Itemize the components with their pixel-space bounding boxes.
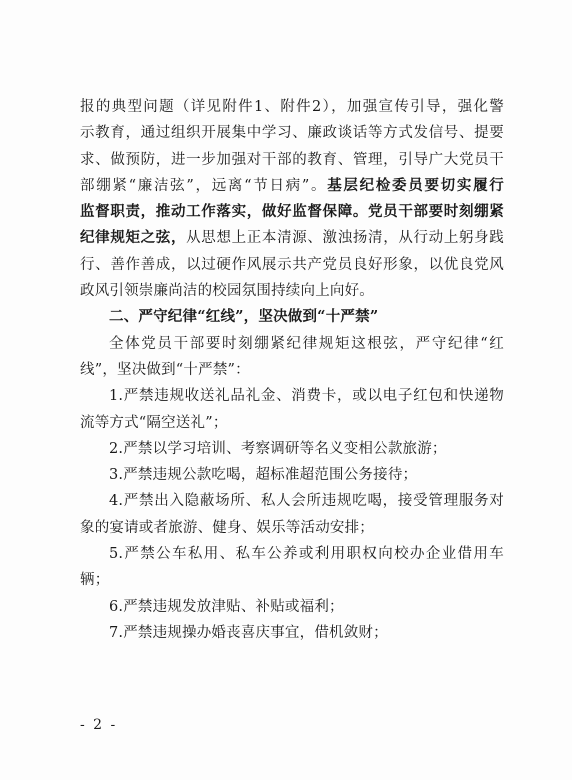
- text-segment: 求、做预防，进一步加强对干部的教育、管理，引导广大党员干: [80, 151, 504, 168]
- document-body: [80, 94, 504, 646]
- text-line: [80, 331, 504, 357]
- text-line: [80, 357, 504, 383]
- text-segment: 3.严禁违规公款吃喝，超标准超范围公务接待；: [109, 467, 418, 484]
- text-line: [80, 199, 504, 225]
- text-segment: 7.严禁违规操办婚丧喜庆事宜，借机敛财；: [109, 624, 388, 641]
- text-line: [80, 515, 504, 541]
- text-segment: 流等方式“隔空送礼”；: [80, 414, 228, 431]
- text-segment: 6.严禁违规发放津贴、补贴或福利；: [109, 598, 344, 615]
- text-segment: 线”，坚决做到“十严禁”：: [80, 361, 250, 378]
- text-line: [80, 252, 504, 278]
- text-segment: 2.严禁以学习培训、考察调研等名义变相公款旅游；: [109, 440, 447, 457]
- text-segment: 辆；: [80, 572, 110, 589]
- bold-text-segment: 监督职责，推动工作落实，做好监督保障。: [80, 203, 369, 221]
- text-line: [80, 383, 504, 409]
- text-line: [80, 120, 504, 146]
- bold-text-segment: 基层纪检委员要切实履行: [327, 176, 504, 194]
- text-line: [80, 567, 504, 593]
- text-line: [80, 173, 504, 199]
- text-line: [80, 594, 504, 620]
- section-heading: [80, 304, 504, 330]
- text-segment: 4.严禁出入隐蔽场所、私人会所违规吃喝，接受管理服务对: [109, 493, 504, 510]
- text-segment: 象的宴请或者旅游、健身、娱乐等活动安排；: [80, 519, 374, 536]
- text-line: [80, 436, 504, 462]
- text-line: [80, 462, 504, 488]
- text-segment: 报的典型问题（详见附件1、附件2），加强宣传引导，强化警: [80, 99, 504, 115]
- text-segment: 全体党员干部要时刻绷紧纪律规矩这根弦，严守纪律“红: [109, 335, 504, 352]
- text-segment: 5.严禁公车私用、私车公养或利用职权向校办企业借用车: [109, 546, 504, 563]
- text-line: [80, 488, 504, 514]
- text-segment: 行、善作善成，以过硬作风展示共产党员良好形象，以优良党风: [80, 256, 504, 273]
- text-line: [80, 410, 504, 436]
- text-line: [80, 94, 504, 120]
- text-line: [80, 225, 504, 251]
- text-segment: 示教育，通过组织开展集中学习、廉政谈话等方式发信号、提要: [80, 125, 504, 142]
- bold-text-segment: 党员干部要时刻绷紧: [368, 203, 504, 221]
- text-segment: 部绷紧“廉洁弦”，远离“节日病”。: [80, 177, 328, 194]
- page-number: - 2 -: [80, 717, 118, 733]
- bold-text-segment: 纪律规矩之弦，: [80, 229, 187, 247]
- text-segment: 1.严禁违规收送礼品礼金、消费卡，或以电子红包和快递物: [109, 388, 504, 405]
- text-segment: 政风引领崇廉尚洁的校园氛围持续向上向好。: [80, 283, 374, 300]
- text-line: [80, 620, 504, 646]
- text-line: [80, 541, 504, 567]
- text-line: [80, 147, 504, 173]
- bold-text-segment: 二、严守纪律“红线”，坚决做到“十严禁”: [109, 308, 379, 326]
- text-segment: 从思想上正本清源、激浊扬清，从行动上躬身践: [186, 230, 505, 247]
- text-line: [80, 278, 504, 304]
